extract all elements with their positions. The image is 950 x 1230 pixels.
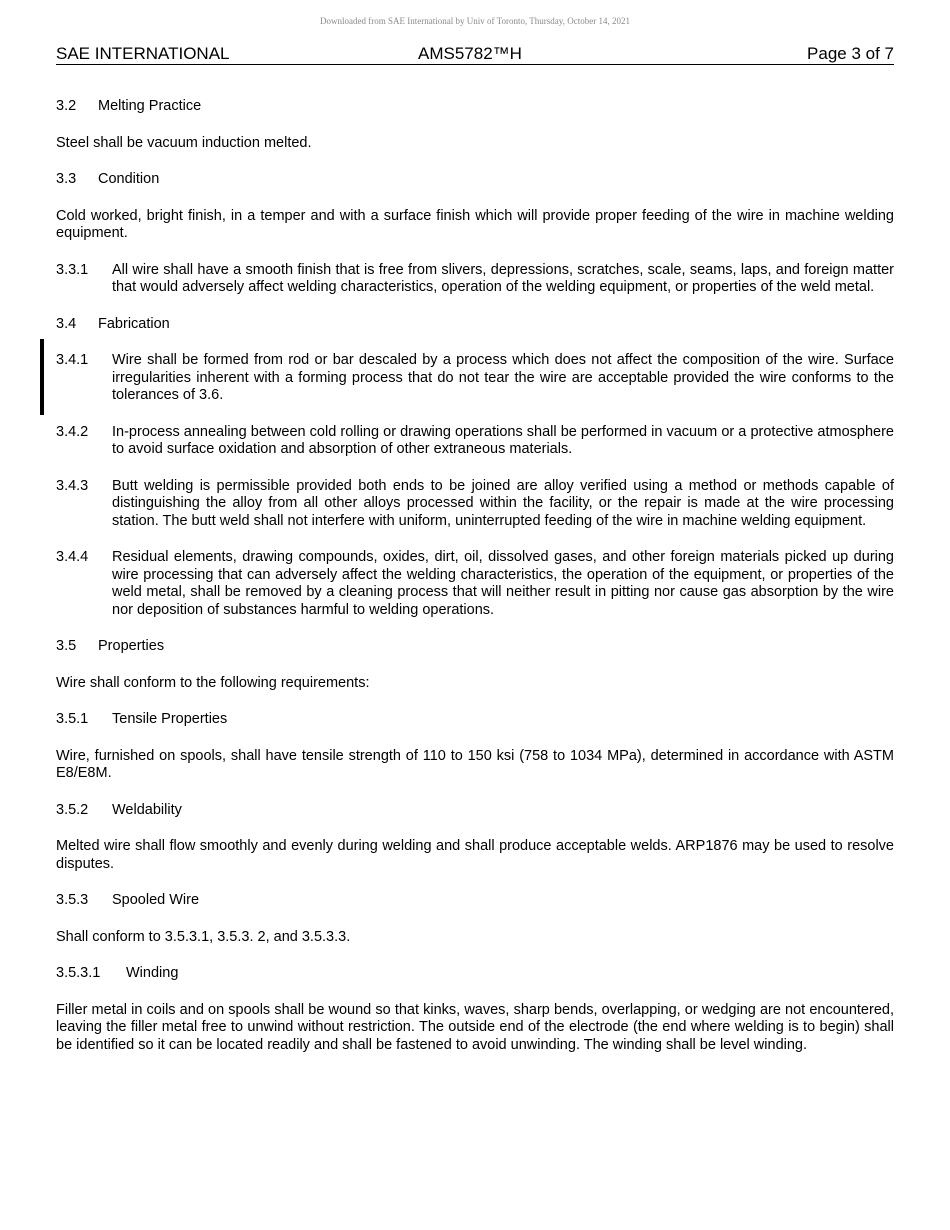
section-number: 3.4.3 (56, 477, 89, 494)
section-title: Tensile Properties (112, 711, 228, 727)
section-text-3-5-3-1: Filler metal in coils and on spools shall be wound so that kinks, waves, sharp bends, overlapping, or wedging are not encountered, leaving the filler metal free to unwind without restriction. The outside end of the electrode (the end where welding is to begin) shall be identified so it can be located readily and shall be fastened to avoid unwinding. The winding shall be level winding. (56, 1001, 894, 1053)
document-body (56, 98, 894, 1073)
section-item-text: Residual elements, drawing compounds, oxides, dirt, oil, dissolved gases, and other foreign materials picked up during wire processing that can adversely affect the welding characteristics, the operation of the equipment, or properties of the weld metal, shall be removed by a cleaning process that will neither result in pitting nor cause gas absorption by the wire nor deposition of substances harmful to welding operations. (112, 549, 894, 618)
section-number: 3.4.4 (56, 549, 89, 565)
revision-change-bar (40, 339, 44, 415)
section-title: Condition (98, 171, 160, 187)
section-text-3-5-3: Shall conform to 3.5.3.1, 3.5.3. 2, and 3.5.3.3. (56, 928, 351, 945)
section-number: 3.3.1 (56, 261, 89, 278)
section-heading-3-5-1 (56, 711, 894, 729)
section-item-3-4-3 (56, 478, 894, 531)
section-text-3-5-1: Wire, furnished on spools, shall have tensile strength of 110 to 150 ksi (758 to 1034 MPa), determined in accordance with ASTM E8/E8M. (56, 747, 894, 781)
section-text-3-3: Cold worked, bright finish, in a temper and with a surface finish which will provide proper feeding of the wire in machine welding equipment. (56, 207, 894, 241)
section-number: 3.5.1 (56, 711, 89, 727)
section-item-3-4-4 (56, 549, 894, 619)
section-item-3-3-1 (56, 262, 894, 297)
header-organization: SAE INTERNATIONAL (56, 44, 230, 63)
section-heading-3-5-3-1 (56, 965, 894, 983)
section-title: Winding (126, 965, 179, 981)
section-number: 3.5.3.1 (56, 965, 101, 981)
section-number: 3.2 (56, 98, 77, 114)
section-item-text: Butt welding is permissible provided both ends to be joined are alloy verified using a method or methods capable of distinguishing the alloy from all other alloys processed within the facility, or the repair is made at the wire processing station. The butt weld shall not interfere with uniform, uninterrupted feeding of the wire in machine welding equipment. (112, 477, 894, 529)
section-number: 3.4.2 (56, 423, 89, 440)
section-item-text: In-process annealing between cold rolling or drawing operations shall be performed in vacuum or a protective atmosphere to avoid surface oxidation and absorption of other extraneous materials. (112, 423, 894, 457)
section-title: Spooled Wire (112, 892, 200, 908)
section-title: Properties (98, 638, 165, 654)
section-text-3-2: Steel shall be vacuum induction melted. (56, 134, 312, 151)
header-page-number: Page 3 of 7 (807, 44, 894, 63)
section-heading-3-5-3 (56, 892, 894, 910)
section-heading-3-3 (56, 171, 894, 189)
section-number: 3.5.2 (56, 801, 89, 818)
section-title: Fabrication (98, 315, 170, 332)
section-heading-3-2 (56, 98, 894, 116)
section-number: 3.5 (56, 638, 77, 654)
section-item-3-4-1 (56, 352, 894, 405)
section-text-3-5-2: Melted wire shall flow smoothly and evenly during welding and shall produce acceptable welds. ARP1876 may be used to resolve disputes. (56, 838, 894, 872)
section-text-3-5: Wire shall conform to the following requirements: (56, 674, 370, 691)
page-header (56, 44, 894, 65)
section-heading-3-5-2 (56, 802, 894, 820)
section-heading-3-5 (56, 638, 894, 656)
section-number: 3.4 (56, 315, 77, 332)
section-item-3-4-2 (56, 424, 894, 459)
section-heading-3-4 (56, 316, 894, 334)
section-number: 3.4.1 (56, 352, 89, 368)
header-document-number: AMS5782™H (418, 44, 522, 63)
download-watermark: Downloaded from SAE International by Univ of Toronto, Thursday, October 14, 2021 (320, 16, 630, 26)
section-item-text: Wire shall be formed from rod or bar descaled by a process which does not affect the composition of the wire. Surface irregularities inherent with a forming process that do not tear the wire are acceptable provided the wire conforms to the tolerances of 3.6. (112, 352, 894, 403)
section-item-text: All wire shall have a smooth finish that is free from slivers, depressions, scratches, scale, seams, laps, and foreign matter that would adversely affect welding characteristics, operation of the welding equipment, or properties of the weld metal. (112, 261, 894, 295)
section-number: 3.5.3 (56, 892, 89, 908)
section-title: Melting Practice (98, 98, 202, 114)
section-number: 3.3 (56, 171, 77, 187)
section-title: Weldability (112, 801, 182, 818)
